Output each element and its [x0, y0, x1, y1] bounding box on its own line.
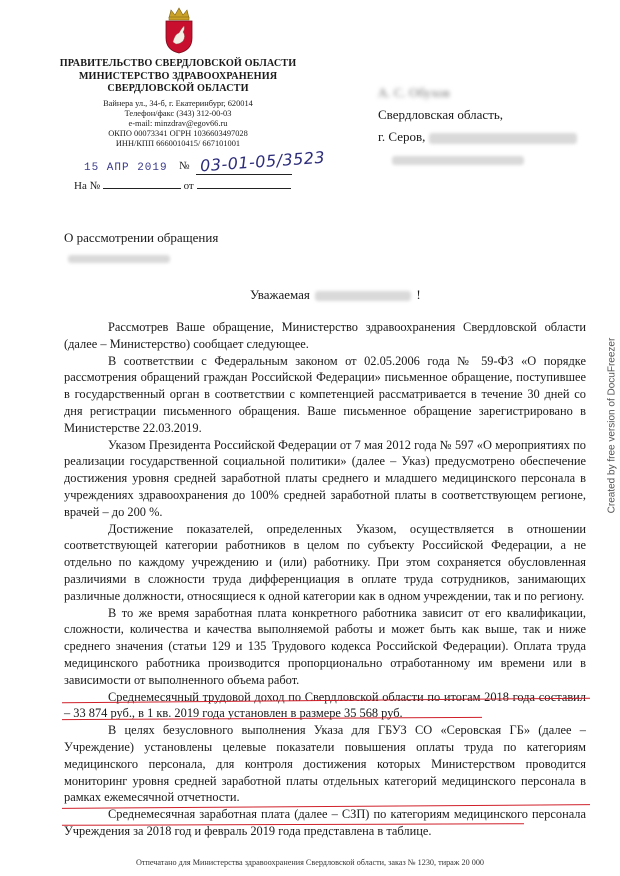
addressee-block	[378, 82, 598, 170]
reply-number-line	[103, 188, 181, 189]
reply-from-label: от	[183, 180, 194, 192]
org-name-line-2: МИНИСТЕРСТВО ЗДРАВООХРАНЕНИЯ	[78, 70, 278, 82]
salutation-end: !	[416, 287, 421, 302]
vertical-watermark	[602, 220, 616, 640]
reply-from-line	[197, 188, 291, 189]
paragraph-1: Рассмотрев Ваше обращение, Министерство здравоохранения Свердловской области (далее – Министерство) сообщает следующее.	[64, 320, 586, 351]
redaction-mark	[429, 133, 577, 144]
org-address: Вайнера ул., 34-б, г. Екатеринбург, 620014	[103, 98, 253, 108]
paragraph-5: В то же время заработная плата конкретного работника зависит от его квалификации, сложности, количества и качества выполняемой работы и может быть как выше, так и ниже среднего значения (статьи 129 и 135 Трудового кодекса Российской Федерации). Оплата труда медицинского работника производится пропорционально отработанному им времени или в зависимости от выполненного объема работ.	[64, 605, 586, 687]
addressee-name: А. С. Обухов	[378, 85, 450, 100]
letterhead	[58, 58, 298, 150]
org-name-line-1: ПРАВИТЕЛЬСТВО СВЕРДЛОВСКОЙ ОБЛАСТИ	[59, 58, 297, 69]
org-phone: Телефон/факс (343) 312-00-03	[124, 108, 232, 118]
org-inn: ИНН/КПП 6660010415/ 667101001	[115, 139, 241, 149]
org-okpo: ОКПО 00073341 ОГРН 1036603497028	[108, 129, 248, 139]
letter-body	[64, 319, 586, 840]
paragraph-4: Достижение показателей, определенных Указом, осуществляется в отношении соответствующей категории работников в целом по субъекту Российской Федерации, а не отдельно по каждому учреждению и (или) работнику. При этом сохраняется обусловленная различиями в сложности труда дифференциация в оплате труда сотрудников, занимающих различные должности, относящиеся к одной категории как в одном учреждении, так и по региону.	[64, 521, 586, 603]
paragraph-2: В соответствии с Федеральным законом от 02.05.2006 года № 59-ФЗ «О порядке рассмотрения обращений граждан Российской Федерации» письменное обращение, поступившее в государственный орган в соответствии с компетенцией рассматривается в течение 30 дней со дня регистрации письменного обращения. Ваше письменное обращение зарегистрировано в Министерстве 22.03.2019.	[64, 353, 586, 435]
salutation	[250, 287, 421, 303]
addressee-city-row	[378, 126, 598, 148]
subject-redacted-line	[64, 248, 218, 268]
registration-date-stamp: 15 АПР 2019	[84, 162, 168, 174]
watermark-text: Created by free version of DocuFreezer	[606, 337, 618, 514]
print-footer: Отпечатано для Министерства здравоохранения Свердловской области, заказ № 1230, тираж 20 000	[135, 858, 485, 867]
paragraph-3: Указом Президента Российской Федерации от 7 мая 2012 года № 597 «О мероприятиях по реализации государственной социальной политики» (далее – Указ) предусмотрено обеспечение достижения уровня средней заработной платы среднего и младшего медицинского персонала в учреждениях здравоохранения до 100% средней заработной платы в соответствующем регионе, врачей – до 200 %.	[64, 437, 586, 519]
redaction-mark	[68, 255, 170, 263]
subject-line: О рассмотрении обращения	[64, 230, 219, 245]
paragraph-7: В целях безусловного выполнения Указа для ГБУЗ СО «Серовская ГБ» (далее – Учреждение) установлены целевые показатели повышения оплаты труда по категориям медицинского персонала, для контроля достижения которых Министерством проводится мониторинг уровня средней заработной платы отдельных категорий медицинского персонала в рамках ежемесячной отчетности.	[64, 723, 586, 805]
addressee-redacted-line	[378, 148, 598, 170]
addressee-name-redacted	[378, 82, 598, 104]
addressee-city: г. Серов,	[378, 129, 426, 144]
registration-number-label: №	[179, 160, 190, 172]
org-name-line-3: СВЕРДЛОВСКОЙ ОБЛАСТИ	[107, 83, 249, 94]
registration-number-handwritten: 03-01-05/3523	[199, 147, 326, 176]
coat-of-arms-icon	[162, 6, 196, 54]
salutation-text: Уважаемая	[250, 287, 310, 302]
subject-block	[64, 228, 218, 268]
paragraph-8-salary: Среднемесячная заработная плата (далее – СЗП) по категориям медицинского персонала Учреждения за 2018 год и февраль 2019 года представлена в таблице.	[64, 807, 586, 838]
reply-number-label: На №	[74, 180, 101, 192]
paragraph-6-income: Среднемесячный трудовой доход по Свердловской области по итогам 2018 года составил – 33 874 руб., в 1 кв. 2019 года установлен в размере 35 568 руб.	[64, 689, 586, 721]
redaction-mark	[315, 291, 411, 301]
org-email: e-mail: minzdrav@egov66.ru	[128, 118, 228, 128]
addressee-region: Свердловская область,	[378, 107, 504, 122]
reply-reference-row	[74, 180, 304, 192]
redaction-mark	[392, 156, 524, 165]
